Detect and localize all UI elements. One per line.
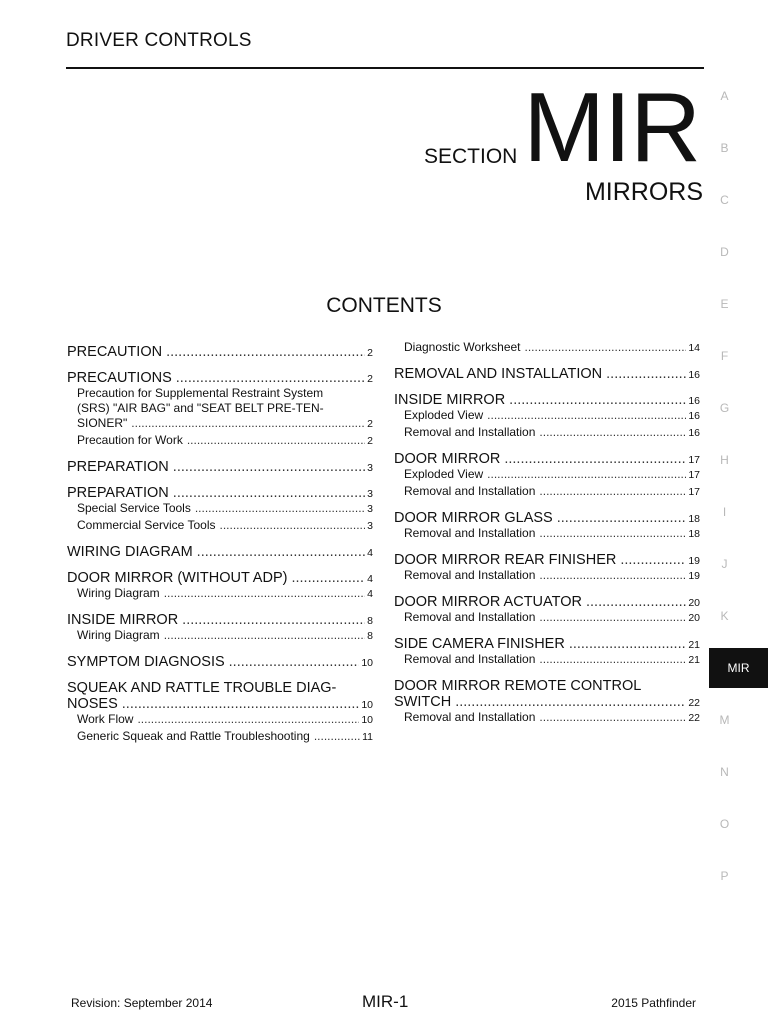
toc-entry-title: Removal and Installation — [404, 484, 536, 498]
toc-entry-title: Work Flow — [77, 712, 134, 726]
toc-heading[interactable] — [67, 370, 373, 386]
toc-dot-leader — [569, 636, 687, 652]
toc-entry-title: Exploded View — [404, 408, 484, 422]
section-tab[interactable]: F — [720, 349, 729, 363]
toc-heading[interactable] — [394, 594, 700, 610]
section-name: MIRRORS — [584, 178, 703, 206]
toc-entry-title: (SRS) "AIR BAG" and "SEAT BELT PRE-TEN- — [77, 401, 324, 415]
toc-entry-title: Generic Squeak and Rattle Troubleshooting — [77, 729, 310, 743]
toc-page-number: 2 — [367, 418, 373, 430]
toc-heading[interactable] — [67, 680, 373, 712]
contents-title: CONTENTS — [326, 294, 442, 317]
toc-dot-leader — [525, 340, 687, 355]
section-code: MIR — [523, 72, 700, 182]
toc-page-number: 2 — [367, 373, 373, 385]
section-tab[interactable]: K — [720, 609, 729, 623]
section-tab[interactable]: H — [720, 453, 729, 467]
section-tab[interactable]: I — [722, 505, 727, 519]
section-tab[interactable]: E — [720, 297, 729, 311]
section-tab-active[interactable]: MIR — [709, 648, 768, 688]
toc-dot-leader — [539, 568, 686, 583]
footer-page-number: MIR-1 — [362, 992, 409, 1011]
toc-entry-title: PRECAUTIONS — [67, 370, 172, 386]
toc-dot-leader — [539, 610, 686, 625]
toc-dot-leader — [176, 370, 365, 386]
toc-entry-title-end — [77, 416, 373, 432]
toc-dot-leader — [122, 696, 360, 712]
toc-dot-leader — [539, 425, 686, 440]
toc-page-number: 21 — [688, 639, 700, 651]
toc-entry-title: Removal and Installation — [404, 425, 536, 439]
toc-page-number: 3 — [367, 520, 373, 532]
toc-entry-title: DOOR MIRROR GLASS — [394, 510, 553, 526]
toc-dot-leader — [187, 433, 365, 448]
toc-dot-leader — [539, 652, 686, 667]
toc-subitem[interactable] — [394, 710, 700, 726]
toc-entry-title: INSIDE MIRROR — [67, 612, 179, 628]
toc-entry-title: PREPARATION — [67, 459, 169, 475]
toc-entry-title: Removal and Installation — [404, 710, 536, 724]
section-tab[interactable]: O — [719, 817, 730, 831]
toc-dot-leader — [504, 451, 686, 467]
toc-dot-leader — [557, 510, 687, 526]
toc-entry-title-end — [394, 694, 700, 710]
section-tab[interactable]: D — [720, 245, 729, 259]
section-tab[interactable]: B — [720, 141, 729, 155]
toc-page-number: 3 — [367, 503, 373, 515]
toc-page-number: 18 — [688, 528, 700, 540]
toc-subitem[interactable] — [394, 425, 700, 441]
toc-entry-title: DOOR MIRROR ACTUATOR — [394, 594, 582, 610]
toc-entry-title: Special Service Tools — [77, 501, 191, 515]
toc-dot-leader — [229, 654, 360, 670]
header-title: DRIVER CONTROLS — [66, 30, 252, 51]
toc-dot-leader — [220, 518, 366, 533]
section-tab[interactable]: A — [720, 89, 729, 103]
toc-entry-title: Commercial Service Tools — [77, 518, 216, 532]
toc-page-number: 16 — [688, 427, 700, 439]
toc-page-number: 22 — [688, 697, 700, 709]
toc-dot-leader — [509, 392, 686, 408]
toc-left-column — [67, 340, 373, 745]
footer-revision: Revision: September 2014 — [71, 996, 213, 1010]
toc-page-number: 11 — [362, 731, 373, 743]
toc-dot-leader — [455, 694, 686, 710]
toc-heading[interactable] — [394, 451, 700, 467]
toc-entry-title: NOSES — [67, 696, 118, 712]
toc-dot-leader — [539, 526, 686, 541]
toc-page-number: 19 — [688, 570, 700, 582]
toc-page-number: 8 — [367, 615, 373, 627]
toc-heading[interactable] — [394, 366, 700, 382]
toc-subitem[interactable] — [394, 408, 700, 424]
section-tab[interactable]: J — [721, 557, 728, 571]
toc-entry-title: DOOR MIRROR REAR FINISHER — [394, 552, 617, 568]
toc-dot-leader — [195, 501, 365, 516]
toc-page-number: 2 — [367, 435, 373, 447]
toc-page-number: 4 — [367, 588, 373, 600]
toc-page-number: 3 — [367, 462, 373, 474]
toc-subitem[interactable] — [394, 610, 700, 626]
toc-entry-title: REMOVAL AND INSTALLATION — [394, 366, 603, 382]
toc-page-number: 20 — [688, 612, 700, 624]
toc-subitem[interactable] — [394, 484, 700, 500]
toc-heading[interactable] — [394, 552, 700, 568]
toc-heading[interactable] — [67, 544, 373, 560]
toc-heading[interactable] — [67, 612, 373, 628]
toc-heading[interactable] — [394, 392, 700, 408]
toc-subitem[interactable] — [67, 433, 373, 449]
toc-page-number: 8 — [367, 630, 373, 642]
toc-subitem[interactable] — [67, 628, 373, 644]
toc-page-number: 4 — [367, 573, 373, 585]
toc-dot-leader — [606, 366, 686, 382]
toc-entry-title: SWITCH — [394, 694, 452, 710]
toc-dot-leader — [487, 408, 686, 423]
toc-page-number: 2 — [367, 347, 373, 359]
toc-page-number: 17 — [688, 469, 700, 481]
toc-entry-title: Removal and Installation — [404, 568, 536, 582]
toc-page-number: 20 — [688, 597, 700, 609]
toc-entry-title: DOOR MIRROR — [394, 451, 501, 467]
toc-subitem[interactable] — [67, 729, 373, 745]
toc-entry-title: Removal and Installation — [404, 526, 536, 540]
toc-page-number: 16 — [688, 369, 700, 381]
toc-page-number: 19 — [688, 555, 700, 567]
toc-entry-title: SIDE CAMERA FINISHER — [394, 636, 565, 652]
toc-subitem[interactable] — [394, 526, 700, 542]
toc-entry-title: INSIDE MIRROR — [394, 392, 506, 408]
section-label: SECTION — [424, 145, 518, 168]
toc-entry-title: Removal and Installation — [404, 652, 536, 666]
toc-heading[interactable] — [394, 636, 700, 652]
toc-dot-leader — [539, 710, 686, 725]
toc-entry-title-end — [67, 696, 373, 712]
toc-entry-title: DOOR MIRROR (WITHOUT ADP) — [67, 570, 288, 586]
section-tab[interactable]: C — [720, 193, 729, 207]
section-tab[interactable]: N — [720, 765, 729, 779]
toc-entry-title: SQUEAK AND RATTLE TROUBLE DIAG- — [67, 680, 337, 696]
toc-dot-leader — [620, 552, 686, 568]
toc-entry-title: Precaution for Work — [77, 433, 183, 447]
toc-dot-leader — [197, 544, 365, 560]
toc-page-number: 14 — [688, 342, 700, 354]
toc-page-number: 3 — [367, 488, 373, 500]
toc-entry-title: Wiring Diagram — [77, 628, 160, 642]
toc-entry-title: SYMPTOM DIAGNOSIS — [67, 654, 225, 670]
toc-page-number: 10 — [361, 714, 373, 726]
toc-page-number: 16 — [688, 410, 700, 422]
toc-subitem[interactable] — [67, 712, 373, 728]
toc-dot-leader — [291, 570, 365, 586]
toc-entry-title: Removal and Installation — [404, 610, 536, 624]
toc-dot-leader — [314, 729, 360, 744]
toc-heading[interactable] — [67, 485, 373, 501]
toc-page-number: 22 — [688, 712, 700, 724]
toc-dot-leader — [487, 467, 686, 482]
toc-entry-title: Diagnostic Worksheet — [404, 340, 521, 354]
section-tab[interactable]: M — [719, 713, 730, 727]
toc-dot-leader — [586, 594, 686, 610]
toc-page-number: 10 — [361, 699, 373, 711]
section-tab[interactable]: G — [719, 401, 730, 415]
toc-page-number: 16 — [688, 395, 700, 407]
toc-dot-leader — [164, 586, 365, 601]
toc-subitem[interactable] — [394, 340, 700, 356]
section-tab[interactable]: P — [720, 869, 729, 883]
toc-entry-title: SIONER" — [77, 416, 128, 430]
toc-page-number: 21 — [688, 654, 700, 666]
toc-subitem[interactable] — [67, 586, 373, 602]
toc-dot-leader — [173, 459, 365, 475]
toc-entry-title: PRECAUTION — [67, 344, 163, 360]
toc-dot-leader — [182, 612, 365, 628]
toc-heading[interactable] — [67, 459, 373, 475]
toc-dot-leader — [131, 416, 365, 431]
toc-entry-title: Exploded View — [404, 467, 484, 481]
toc-dot-leader — [166, 344, 365, 360]
footer-model: 2015 Pathfinder — [611, 996, 696, 1010]
toc-heading[interactable] — [394, 678, 700, 710]
toc-entry-title: PREPARATION — [67, 485, 169, 501]
toc-heading[interactable] — [67, 570, 373, 586]
toc-page-number: 17 — [688, 454, 700, 466]
toc-heading[interactable] — [394, 510, 700, 526]
toc-entry-title: Precaution for Supplemental Restraint System — [77, 386, 324, 400]
section-index-tabs — [709, 70, 768, 902]
toc-subitem[interactable] — [67, 386, 373, 432]
toc-subitem[interactable] — [394, 467, 700, 483]
toc-dot-leader — [539, 484, 686, 499]
header-rule — [66, 67, 704, 69]
toc-subitem[interactable] — [67, 501, 373, 517]
toc-subitem[interactable] — [67, 518, 373, 534]
toc-page-number: 4 — [367, 547, 373, 559]
toc-dot-leader — [164, 628, 365, 643]
toc-subitem[interactable] — [394, 568, 700, 584]
toc-heading[interactable] — [67, 344, 373, 360]
toc-entry-title: DOOR MIRROR REMOTE CONTROL — [394, 678, 642, 694]
toc-dot-leader — [173, 485, 365, 501]
toc-page-number: 18 — [688, 513, 700, 525]
toc-entry-title: WIRING DIAGRAM — [67, 544, 193, 560]
toc-entry-title: Wiring Diagram — [77, 586, 160, 600]
toc-dot-leader — [137, 712, 359, 727]
toc-heading[interactable] — [67, 654, 373, 670]
toc-page-number: 17 — [688, 486, 700, 498]
toc-page-number: 10 — [361, 657, 373, 669]
toc-right-column — [394, 340, 700, 726]
toc-subitem[interactable] — [394, 652, 700, 668]
